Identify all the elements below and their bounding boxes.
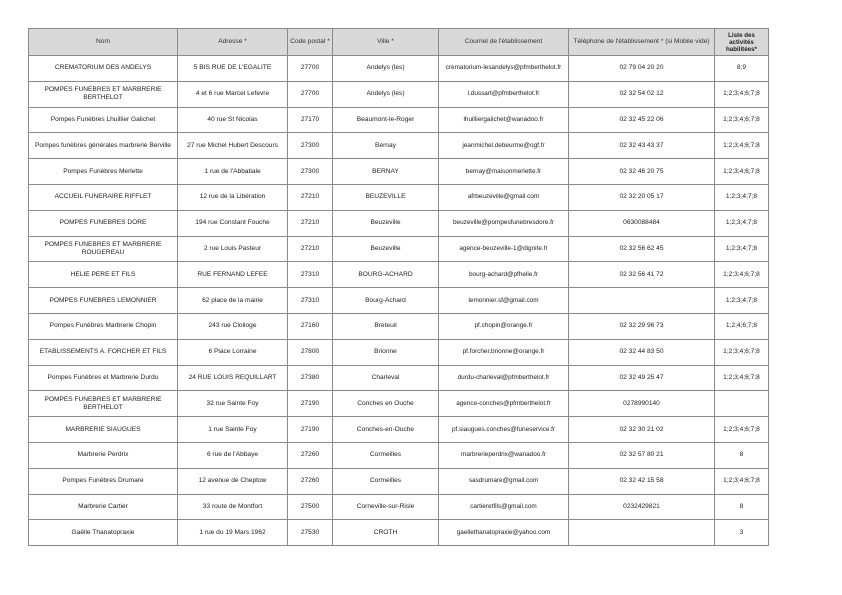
cell-adresse: 12 rue de la Libération (178, 184, 288, 210)
cell-code-postal: 27300 (288, 133, 333, 159)
cell-telephone: 02 32 57 80 21 (569, 442, 715, 468)
table-row (29, 417, 769, 443)
cell-courriel: pf.chopin@orange.fr (439, 313, 569, 339)
cell-courriel: jeanmichel.debeurme@ogf.fr (439, 133, 569, 159)
cell-nom: Pompes Funèbres Drumare (29, 468, 178, 494)
cell-courriel: bourg-achard@pfhelie.fr (439, 262, 569, 288)
cell-adresse: 62 place de la mairie (178, 288, 288, 314)
table-row (29, 262, 769, 288)
cell-telephone: 02 32 45 22 06 (569, 107, 715, 133)
cell-courriel: sasdrumare@gmail.com (439, 468, 569, 494)
cell-ville: Andelys (les) (333, 56, 439, 82)
cell-activites: 3 (715, 520, 769, 546)
cell-courriel: crematorium-lesandelys@pfmberthelot.fr (439, 56, 569, 82)
cell-telephone: 02 32 30 21 02 (569, 417, 715, 443)
cell-adresse: 194 rue Constant Fouche (178, 210, 288, 236)
header-telephone: Téléphone de l'établissement * (si Mobile vide) (569, 29, 715, 56)
cell-nom: ACCUEIL FUNERAIRE RIFFLET (29, 184, 178, 210)
cell-activites: 1;2;3;4;6;7;8 (715, 339, 769, 365)
cell-adresse: 40 rue St Nicolas (178, 107, 288, 133)
cell-adresse: 33 route de Montfort (178, 494, 288, 520)
cell-ville: Conches en Ouche (333, 391, 439, 417)
table-row (29, 107, 769, 133)
cell-adresse: 4 et 6 rue Marcel Lefevre (178, 81, 288, 107)
cell-code-postal: 27210 (288, 184, 333, 210)
cell-code-postal: 27500 (288, 494, 333, 520)
header-activites: Liste des activités habilitées* (715, 29, 769, 56)
cell-ville: BEUZEVILLE (333, 184, 439, 210)
cell-ville: BERNAY (333, 159, 439, 185)
cell-telephone (569, 288, 715, 314)
cell-activites: 1;2;3;4;6;7;8 (715, 81, 769, 107)
table-row (29, 210, 769, 236)
cell-telephone: 02 32 46 20 75 (569, 159, 715, 185)
table-row (29, 56, 769, 82)
cell-activites: 1;2;3;4;6;7;8 (715, 365, 769, 391)
cell-ville: Beaumont-le-Roger (333, 107, 439, 133)
cell-activites: 1;2;3;4;7;8 (715, 288, 769, 314)
cell-code-postal: 27700 (288, 56, 333, 82)
table-row (29, 81, 769, 107)
cell-code-postal: 27160 (288, 313, 333, 339)
cell-nom: Pompes Funèbres Lhuillier Galichet (29, 107, 178, 133)
cell-nom: POMPES FUNEBRES ET MARBRERIE BERTHELOT (29, 391, 178, 417)
cell-adresse: RUE FERNAND LEFEE (178, 262, 288, 288)
cell-activites: 8 (715, 442, 769, 468)
cell-ville: BOURG-ACHARD (333, 262, 439, 288)
table-row (29, 133, 769, 159)
cell-activites: 1;2;3;4;6;7;8 (715, 417, 769, 443)
cell-ville: Breteuil (333, 313, 439, 339)
cell-activites: 1;2;3;4;6;7;8 (715, 159, 769, 185)
cell-courriel: lemonnier.sf@gmail.com (439, 288, 569, 314)
cell-telephone: 02 32 29 96 73 (569, 313, 715, 339)
cell-code-postal: 27310 (288, 288, 333, 314)
cell-nom: CREMATORIUM DES ANDELYS (29, 56, 178, 82)
cell-nom: Pompes funèbres générales marbrerie Berville (29, 133, 178, 159)
cell-activites: 1;2;3;4;7;8 (715, 236, 769, 262)
cell-nom: Pompes Funèbres Merlette (29, 159, 178, 185)
cell-code-postal: 27170 (288, 107, 333, 133)
cell-activites: 8 (715, 494, 769, 520)
cell-activites: 1;2;3;4;7;8 (715, 184, 769, 210)
cell-activites: 1;2;3;4;6;7;8 (715, 262, 769, 288)
cell-courriel: durdu-charleval@pfmberthelot.fr (439, 365, 569, 391)
cell-nom: POMPES FUNEBRES DORE (29, 210, 178, 236)
cell-telephone: 02 32 44 83 50 (569, 339, 715, 365)
cell-activites: 1;2;3;4;6;7;8 (715, 107, 769, 133)
cell-nom: HELIE PERE ET FILS (29, 262, 178, 288)
cell-activites: 8;9 (715, 56, 769, 82)
cell-telephone: 0630088484 (569, 210, 715, 236)
cell-nom: ETABLISSEMENTS A. FORCHER ET FILS (29, 339, 178, 365)
cell-nom: Pompes Funèbres et Marbrerie Durdu (29, 365, 178, 391)
cell-adresse: 12 avenue de Cheptow (178, 468, 288, 494)
cell-telephone: 0278990140 (569, 391, 715, 417)
cell-telephone: 02 32 20 05 17 (569, 184, 715, 210)
cell-ville: Beuzeville (333, 210, 439, 236)
cell-nom: POMPES FUNEBRES LEMONNIER (29, 288, 178, 314)
table-row (29, 365, 769, 391)
cell-nom: Marbrerie Cartier (29, 494, 178, 520)
cell-activites: 1;2;3;4;7;8 (715, 210, 769, 236)
cell-telephone: 02 32 49 25 47 (569, 365, 715, 391)
cell-code-postal: 27210 (288, 236, 333, 262)
header-adresse: Adresse * (178, 29, 288, 56)
cell-ville: Conches-en-Ouche (333, 417, 439, 443)
cell-telephone (569, 520, 715, 546)
cell-ville: Bernay (333, 133, 439, 159)
header-row (29, 29, 769, 56)
header-code-postal: Code postal * (288, 29, 333, 56)
cell-courriel: marbrerieperdrix@wanadoo.fr (439, 442, 569, 468)
cell-courriel: bernay@maisonmerlette.fr (439, 159, 569, 185)
cell-courriel: agence-conches@pfmberthelot.fr (439, 391, 569, 417)
header-ville: Ville * (333, 29, 439, 56)
cell-courriel: gaellethanatopraxie@yahoo.com (439, 520, 569, 546)
cell-courriel: pf.siaugues.conches@funeservice.fr (439, 417, 569, 443)
cell-code-postal: 27700 (288, 81, 333, 107)
cell-adresse: 27 rue Michel Hubert Descours (178, 133, 288, 159)
cell-ville: Beuzeville (333, 236, 439, 262)
cell-telephone: 02 32 56 62 45 (569, 236, 715, 262)
cell-code-postal: 27210 (288, 210, 333, 236)
cell-courriel: cartieretfils@gmail.com (439, 494, 569, 520)
table-row (29, 468, 769, 494)
cell-ville: Andelys (les) (333, 81, 439, 107)
cell-courriel: lhuilliergalichet@wanadoo.fr (439, 107, 569, 133)
cell-code-postal: 27260 (288, 468, 333, 494)
cell-telephone: 0232429821 (569, 494, 715, 520)
cell-code-postal: 27800 (288, 339, 333, 365)
cell-courriel: l.dussart@pfmberthelot.fr (439, 81, 569, 107)
cell-adresse: 243 rue Cloiloge (178, 313, 288, 339)
cell-telephone: 02 79 04 20 20 (569, 56, 715, 82)
cell-courriel: agence-beuzeville-1@dignite.fr (439, 236, 569, 262)
table-row (29, 494, 769, 520)
cell-telephone: 02 32 56 41 72 (569, 262, 715, 288)
cell-nom: MARBRERIE SIAUGUES (29, 417, 178, 443)
cell-nom: Marbrerie Perdrix (29, 442, 178, 468)
cell-adresse: 1 rue du 19 Mars 1962 (178, 520, 288, 546)
table-header (29, 29, 769, 56)
cell-code-postal: 27380 (288, 365, 333, 391)
cell-telephone: 02 32 54 02 12 (569, 81, 715, 107)
cell-nom: POMPES FUNEBRES ET MARBRERIE ROUGEREAU (29, 236, 178, 262)
table-body (29, 56, 769, 546)
cell-courriel: afrbeuzeville@gmail.com (439, 184, 569, 210)
cell-ville: CROTH (333, 520, 439, 546)
cell-adresse: 24 RUE LOUIS REQUILLART (178, 365, 288, 391)
table-row (29, 236, 769, 262)
cell-code-postal: 27310 (288, 262, 333, 288)
cell-courriel: pf.forcher.brionne@orange.fr (439, 339, 569, 365)
table-row (29, 288, 769, 314)
cell-code-postal: 27530 (288, 520, 333, 546)
cell-telephone: 02 32 43 43 37 (569, 133, 715, 159)
establishments-table (28, 28, 769, 546)
cell-activites: 1;2;3;4;6;7;8 (715, 133, 769, 159)
cell-nom: Pompes Funèbres Marbrerie Chopin (29, 313, 178, 339)
cell-ville: Cormeilles (333, 468, 439, 494)
cell-code-postal: 27260 (288, 442, 333, 468)
cell-nom: Gaëlle Thanatopraxie (29, 520, 178, 546)
cell-adresse: 32 rue Sainte Foy (178, 391, 288, 417)
cell-adresse: 5 BIS RUE DE L'EGALITE (178, 56, 288, 82)
cell-adresse: 1 rue Sainte Foy (178, 417, 288, 443)
cell-code-postal: 27190 (288, 391, 333, 417)
cell-adresse: 6 rue de l'Abbaye (178, 442, 288, 468)
cell-activites: 1;2;3;4;6;7;8 (715, 468, 769, 494)
cell-ville: Cormeilles (333, 442, 439, 468)
cell-adresse: 6 Place Lorraine (178, 339, 288, 365)
cell-nom: POMPES FUNEBRES ET MARBRERIE BERTHELOT (29, 81, 178, 107)
cell-activites: 1;2;4;6;7;8 (715, 313, 769, 339)
table-row (29, 313, 769, 339)
cell-telephone: 02 32 42 15 58 (569, 468, 715, 494)
header-courriel: Courriel de l'établissement (439, 29, 569, 56)
cell-code-postal: 27300 (288, 159, 333, 185)
table-row (29, 339, 769, 365)
cell-ville: Bourg-Achard (333, 288, 439, 314)
cell-activites (715, 391, 769, 417)
cell-code-postal: 27190 (288, 417, 333, 443)
table-row (29, 520, 769, 546)
cell-ville: Charleval (333, 365, 439, 391)
cell-adresse: 2 rue Louis Pasteur (178, 236, 288, 262)
cell-adresse: 1 rue de l'Abbatiale (178, 159, 288, 185)
cell-courriel: beuzeville@pompesfunebresdore.fr (439, 210, 569, 236)
table-row (29, 391, 769, 417)
header-nom: Nom (29, 29, 178, 56)
table-row (29, 159, 769, 185)
table-row (29, 184, 769, 210)
cell-ville: Corneville-sur-Risle (333, 494, 439, 520)
cell-ville: Brionne (333, 339, 439, 365)
table-row (29, 442, 769, 468)
